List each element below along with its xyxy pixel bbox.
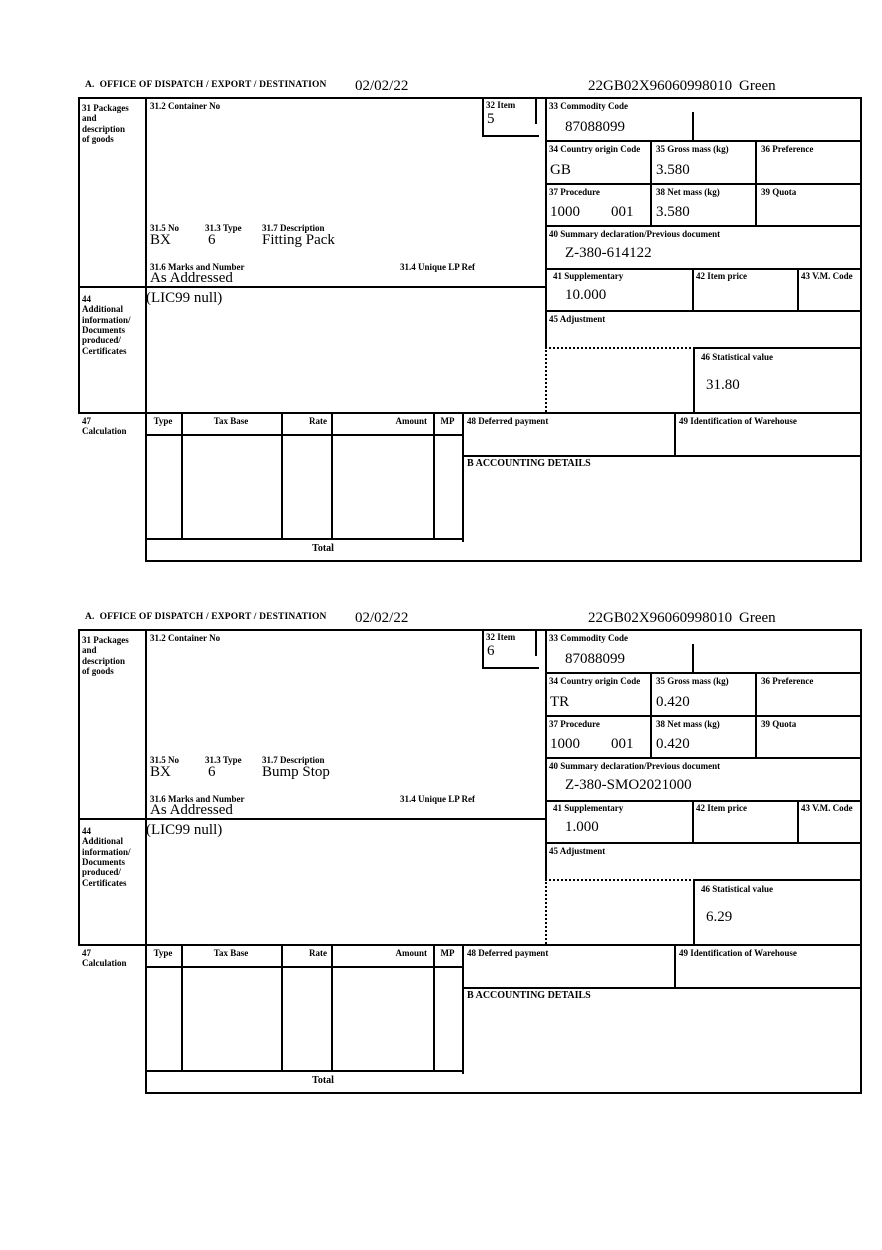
commodity-code-divider bbox=[692, 644, 694, 672]
box40-label: 40 Summary declaration/Previous document bbox=[549, 761, 721, 771]
box45-label: 45 Adjustment bbox=[549, 314, 606, 324]
grid-line bbox=[145, 1092, 862, 1094]
net-mass: 0.420 bbox=[656, 736, 690, 752]
grid-line bbox=[545, 672, 862, 674]
declaration-item-6 bbox=[78, 610, 862, 1094]
box40-label: 40 Summary declaration/Previous document bbox=[549, 229, 721, 239]
grid-line bbox=[692, 800, 694, 844]
box47-label bbox=[82, 416, 127, 437]
dotted-line bbox=[545, 347, 695, 349]
box31-5-label: 31.5 No bbox=[150, 755, 179, 765]
package-number: BX bbox=[150, 232, 171, 248]
box49-label: 49 Identification of Warehouse bbox=[679, 948, 797, 958]
grid-line bbox=[78, 944, 862, 946]
item-box-line bbox=[482, 135, 539, 137]
grid-line bbox=[545, 225, 862, 227]
grid-line bbox=[145, 97, 147, 562]
box43-label: 43 V.M. Code bbox=[801, 271, 853, 281]
grid-line bbox=[462, 944, 464, 1074]
grid-line bbox=[462, 987, 862, 989]
item-box-line bbox=[535, 97, 537, 124]
package-type: 6 bbox=[208, 232, 216, 248]
dotted-line bbox=[545, 879, 695, 881]
label-line: Additional bbox=[82, 836, 124, 847]
box36-label: 36 Preference bbox=[761, 676, 814, 686]
grid-line bbox=[545, 757, 862, 759]
calc-header-tax-base: Tax Base bbox=[213, 948, 249, 958]
label-line: Certificates bbox=[82, 345, 127, 356]
box33-label: 33 Commodity Code bbox=[549, 633, 628, 643]
grid-line bbox=[545, 715, 862, 717]
grid-line bbox=[692, 268, 694, 312]
box41-label: 41 Supplementary bbox=[553, 803, 624, 813]
grid-line bbox=[331, 412, 333, 540]
additional-information: (LIC99 null) bbox=[146, 290, 223, 306]
box35-label: 35 Gross mass (kg) bbox=[656, 144, 729, 154]
grid-line bbox=[145, 966, 464, 968]
box49-label: 49 Identification of Warehouse bbox=[679, 416, 797, 426]
box38-label: 38 Net mass (kg) bbox=[656, 187, 720, 197]
box31-3-label: 31.3 Type bbox=[205, 223, 242, 233]
box39-label: 39 Quota bbox=[761, 187, 797, 197]
box44-label bbox=[82, 826, 131, 888]
procedure-code-2: 001 bbox=[611, 204, 634, 220]
previous-document: Z-380-SMO2021000 bbox=[565, 777, 692, 793]
box31-7-label: 31.7 Description bbox=[262, 755, 325, 765]
office-of-dispatch-label: A. OFFICE OF DISPATCH / EXPORT / DESTINATION bbox=[85, 612, 327, 622]
calc-header-type: Type bbox=[153, 416, 173, 426]
item-number: 5 bbox=[487, 111, 495, 127]
country-origin-code: TR bbox=[550, 694, 570, 710]
statistical-value: 6.29 bbox=[706, 909, 733, 925]
box32-label: 32 Item bbox=[486, 632, 516, 642]
grid-line bbox=[755, 140, 757, 227]
box41-label: 41 Supplementary bbox=[553, 271, 624, 281]
box31-3-label: 31.3 Type bbox=[205, 755, 242, 765]
grid-line bbox=[797, 268, 799, 312]
declaration-reference: 22GB02X96060998010 bbox=[588, 78, 733, 94]
box32-label: 32 Item bbox=[486, 100, 516, 110]
grid-line bbox=[693, 347, 862, 349]
gross-mass: 3.580 bbox=[656, 162, 690, 178]
grid-line bbox=[462, 455, 862, 457]
supplementary-units: 10.000 bbox=[565, 287, 607, 303]
commodity-code-divider bbox=[692, 112, 694, 140]
supplementary-units: 1.000 bbox=[565, 819, 599, 835]
grid-line bbox=[693, 347, 695, 412]
label-line: Documents bbox=[82, 857, 125, 868]
commodity-code: 87088099 bbox=[565, 119, 625, 135]
procedure-code-2: 001 bbox=[611, 736, 634, 752]
grid-line bbox=[145, 560, 862, 562]
grid-line bbox=[545, 800, 862, 802]
calc-header-amount: Amount bbox=[395, 948, 427, 958]
dotted-line bbox=[545, 347, 547, 412]
grid-line bbox=[693, 879, 695, 944]
box31-label bbox=[82, 635, 129, 676]
routing-status: Green bbox=[739, 78, 776, 94]
grid-line bbox=[78, 286, 547, 288]
box36-label: 36 Preference bbox=[761, 144, 814, 154]
grid-line bbox=[78, 97, 80, 414]
grid-line bbox=[860, 97, 862, 562]
box48-label: 48 Deferred payment bbox=[467, 948, 549, 958]
grid-line bbox=[78, 412, 862, 414]
item-number: 6 bbox=[487, 643, 495, 659]
routing-status: Green bbox=[739, 610, 776, 626]
box44-label bbox=[82, 294, 131, 356]
label-line: 47 bbox=[82, 416, 91, 426]
grid-line bbox=[78, 818, 547, 820]
grid-line bbox=[78, 97, 862, 99]
label-line: Calculation bbox=[82, 958, 127, 969]
box46-label: 46 Statistical value bbox=[701, 884, 773, 894]
label-line: 31 Packages bbox=[82, 103, 129, 113]
box38-label: 38 Net mass (kg) bbox=[656, 719, 720, 729]
grid-line bbox=[755, 672, 757, 759]
gross-mass: 0.420 bbox=[656, 694, 690, 710]
box37-label: 37 Procedure bbox=[549, 719, 600, 729]
label-line: 47 bbox=[82, 948, 91, 958]
grid-line bbox=[281, 944, 283, 1072]
goods-description: Fitting Pack bbox=[262, 232, 335, 248]
label-line: 31 Packages bbox=[82, 635, 129, 645]
label-line: Additional bbox=[82, 304, 124, 315]
declaration-date: 02/02/22 bbox=[355, 610, 409, 626]
box43-label: 43 V.M. Code bbox=[801, 803, 853, 813]
item-box-line bbox=[482, 629, 484, 669]
box42-label: 42 Item price bbox=[696, 271, 747, 281]
box47-label bbox=[82, 948, 127, 969]
label-line: Documents bbox=[82, 325, 125, 336]
marks-and-number: As Addressed bbox=[150, 270, 233, 286]
label-line: and bbox=[82, 113, 97, 124]
box31-4-label: 31.4 Unique LP Ref bbox=[400, 794, 476, 804]
grid-line bbox=[545, 268, 862, 270]
grid-line bbox=[433, 944, 435, 1072]
item-box-line bbox=[482, 97, 484, 137]
box42-label: 42 Item price bbox=[696, 803, 747, 813]
label-line: and bbox=[82, 645, 97, 656]
label-line: information/ bbox=[82, 314, 131, 325]
label-line: 44 bbox=[82, 294, 91, 304]
additional-information: (LIC99 null) bbox=[146, 822, 223, 838]
box31-4-label: 31.4 Unique LP Ref bbox=[400, 262, 476, 272]
box31-6-label: 31.6 Marks and Number bbox=[150, 262, 245, 272]
label-line: produced/ bbox=[82, 867, 121, 878]
grid-line bbox=[693, 879, 862, 881]
grid-line bbox=[674, 944, 676, 989]
previous-document: Z-380-614122 bbox=[565, 245, 652, 261]
package-type: 6 bbox=[208, 764, 216, 780]
item-box-line bbox=[535, 629, 537, 656]
label-line: of goods bbox=[82, 134, 114, 145]
box31-7-label: 31.7 Description bbox=[262, 223, 325, 233]
grid-line bbox=[674, 412, 676, 457]
box31-5-label: 31.5 No bbox=[150, 223, 179, 233]
box33-label: 33 Commodity Code bbox=[549, 101, 628, 111]
declaration-date: 02/02/22 bbox=[355, 78, 409, 94]
commodity-code: 87088099 bbox=[565, 651, 625, 667]
declaration-reference: 22GB02X96060998010 bbox=[588, 610, 733, 626]
grid-line bbox=[545, 842, 862, 844]
grid-line bbox=[545, 183, 862, 185]
box46-label: 46 Statistical value bbox=[701, 352, 773, 362]
declaration-item-5 bbox=[78, 78, 862, 562]
grid-line bbox=[145, 538, 464, 540]
grid-line bbox=[78, 629, 80, 946]
package-number: BX bbox=[150, 764, 171, 780]
grid-line bbox=[181, 412, 183, 540]
box31-2-label: 31.2 Container No bbox=[150, 101, 221, 111]
calc-header-rate: Rate bbox=[309, 416, 327, 426]
statistical-value: 31.80 bbox=[706, 377, 740, 393]
marks-and-number: As Addressed bbox=[150, 802, 233, 818]
grid-line bbox=[78, 629, 862, 631]
item-box-line bbox=[482, 667, 539, 669]
grid-line bbox=[797, 800, 799, 844]
total-label: Total bbox=[312, 1075, 334, 1086]
procedure-code: 1000 bbox=[550, 736, 580, 752]
box34-label: 34 Country origin Code bbox=[549, 144, 641, 154]
box45-label: 45 Adjustment bbox=[549, 846, 606, 856]
calc-header-tax-base: Tax Base bbox=[213, 416, 249, 426]
grid-line bbox=[281, 412, 283, 540]
box31-2-label: 31.2 Container No bbox=[150, 633, 221, 643]
calc-header-type: Type bbox=[153, 948, 173, 958]
accounting-details-label: B ACCOUNTING DETAILS bbox=[467, 990, 591, 1001]
grid-line bbox=[433, 412, 435, 540]
net-mass: 3.580 bbox=[656, 204, 690, 220]
label-line: description bbox=[82, 123, 126, 134]
grid-line bbox=[145, 629, 147, 1094]
calc-header-mp: MP bbox=[440, 948, 455, 958]
grid-line bbox=[650, 140, 652, 227]
grid-line bbox=[860, 629, 862, 1094]
box48-label: 48 Deferred payment bbox=[467, 416, 549, 426]
box31-label bbox=[82, 103, 129, 144]
label-line: information/ bbox=[82, 846, 131, 857]
grid-line bbox=[545, 310, 862, 312]
grid-line bbox=[181, 944, 183, 1072]
grid-line bbox=[545, 140, 862, 142]
grid-line bbox=[331, 944, 333, 1072]
procedure-code: 1000 bbox=[550, 204, 580, 220]
goods-description: Bump Stop bbox=[262, 764, 330, 780]
grid-line bbox=[145, 434, 464, 436]
grid-line bbox=[462, 412, 464, 542]
box39-label: 39 Quota bbox=[761, 719, 797, 729]
grid-line bbox=[145, 1070, 464, 1072]
box34-label: 34 Country origin Code bbox=[549, 676, 641, 686]
total-label: Total bbox=[312, 543, 334, 554]
calc-header-rate: Rate bbox=[309, 948, 327, 958]
calc-header-amount: Amount bbox=[395, 416, 427, 426]
label-line: 44 bbox=[82, 826, 91, 836]
box37-label: 37 Procedure bbox=[549, 187, 600, 197]
label-line: Certificates bbox=[82, 877, 127, 888]
office-of-dispatch-label: A. OFFICE OF DISPATCH / EXPORT / DESTINATION bbox=[85, 80, 327, 90]
dotted-line bbox=[545, 879, 547, 944]
label-line: Calculation bbox=[82, 426, 127, 437]
label-line: description bbox=[82, 655, 126, 666]
calc-header-mp: MP bbox=[440, 416, 455, 426]
accounting-details-label: B ACCOUNTING DETAILS bbox=[467, 458, 591, 469]
label-line: produced/ bbox=[82, 335, 121, 346]
box35-label: 35 Gross mass (kg) bbox=[656, 676, 729, 686]
grid-line bbox=[650, 672, 652, 759]
box31-6-label: 31.6 Marks and Number bbox=[150, 794, 245, 804]
country-origin-code: GB bbox=[550, 162, 571, 178]
label-line: of goods bbox=[82, 666, 114, 677]
